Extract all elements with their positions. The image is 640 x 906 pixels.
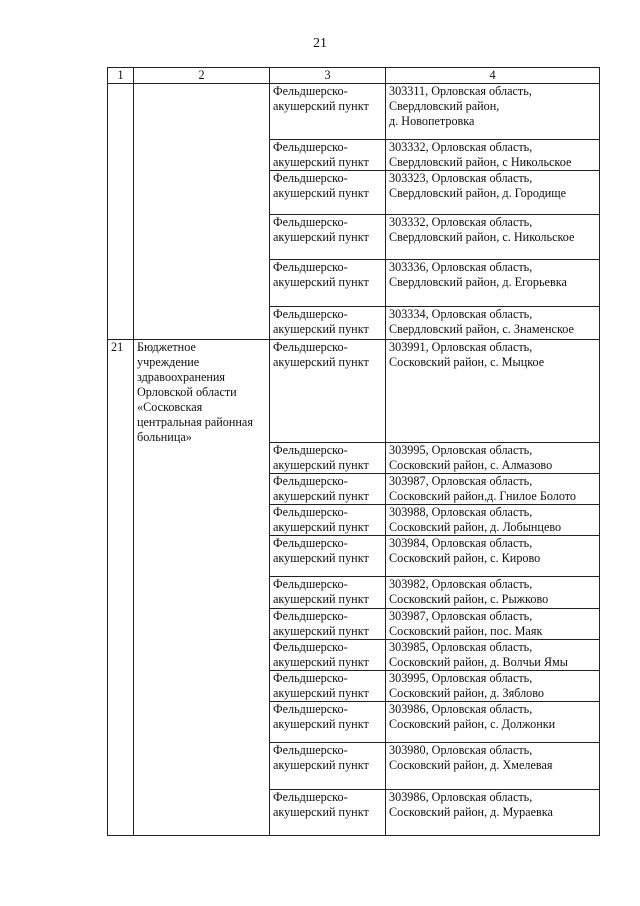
empty-organization-cell [134,84,270,340]
organization-name-line: здравоохранения [137,370,226,384]
facility-type-line: акушерский пункт [273,458,369,472]
facility-address-line: Сосковский район, д. Мураевка [389,805,553,819]
table-row [108,84,600,140]
facility-type-line: Фельдшерско- [273,140,348,154]
facility-type-line: акушерский пункт [273,655,369,669]
organization-name-line: «Сосковская [137,400,203,414]
facility-type-line: акушерский пункт [273,758,369,772]
facility-address-cell [386,790,600,836]
facility-address-cell [386,215,600,260]
facility-type-line: Фельдшерско- [273,474,348,488]
facility-address-line: Сосковский район,д. Гнилое Болото [389,489,577,503]
facility-type-line: Фельдшерско- [273,640,348,654]
facility-type-line: акушерский пункт [273,551,369,565]
facility-address-line: д. Новопетровка [389,114,475,128]
facility-address-cell [386,171,600,215]
facility-type-line: акушерский пункт [273,230,369,244]
facility-address-line: Сосковский район, с. Рыжково [389,592,549,606]
facility-address-line: 303334, Орловская область, [389,307,533,321]
facility-address-cell [386,609,600,640]
facility-address-line: Сосковский район, с. Мыцкое [389,355,545,369]
facility-type-line: Фельдшерско- [273,307,348,321]
facility-address-line: Свердловский район, с. Знаменское [389,322,574,336]
organization-name-line: Бюджетное [137,340,196,354]
facility-address-line: Сосковский район, с. Должонки [389,717,556,731]
facility-type-line: Фельдшерско- [273,215,348,229]
facility-address-line: Свердловский район, с Никольское [389,155,572,169]
facility-address-cell [386,577,600,609]
facility-type-line: акушерский пункт [273,155,369,169]
facility-address-line: 303984, Орловская область, [389,536,533,550]
facility-address-cell [386,443,600,474]
facility-type-cell [270,790,386,836]
facility-type-line: Фельдшерско- [273,577,348,591]
facility-type-line: Фельдшерско- [273,671,348,685]
column-number-4: 4 [386,68,600,84]
facility-address-cell [386,260,600,307]
facility-type-cell [270,215,386,260]
facility-type-line: акушерский пункт [273,592,369,606]
facility-type-cell [270,536,386,577]
facility-type-cell [270,609,386,640]
facility-address-cell [386,505,600,536]
facility-address-line: 303985, Орловская область, [389,640,533,654]
facility-type-line: Фельдшерско- [273,743,348,757]
facility-type-line: акушерский пункт [273,520,369,534]
facility-type-cell [270,702,386,743]
facility-address-cell [386,743,600,790]
facility-type-line: Фельдшерско- [273,536,348,550]
facility-type-cell [270,307,386,340]
facility-type-line: Фельдшерско- [273,84,348,98]
facility-type-cell [270,340,386,443]
facility-address-line: 303986, Орловская область, [389,790,533,804]
empty-number-cell [108,84,134,340]
facility-address-line: Сосковский район, д. Волчьи Ямы [389,655,568,669]
facility-type-cell [270,260,386,307]
facility-type-cell [270,577,386,609]
facility-type-line: акушерский пункт [273,489,369,503]
facility-address-line: Свердловский район, д. Егорьевка [389,275,567,289]
facility-type-cell [270,671,386,702]
facility-address-line: Сосковский район, д. Зяблово [389,686,545,700]
facility-type-line: акушерский пункт [273,355,369,369]
facility-type-line: акушерский пункт [273,717,369,731]
facility-address-line: Сосковский район, с. Кирово [389,551,541,565]
facility-type-line: акушерский пункт [273,805,369,819]
facility-type-cell [270,443,386,474]
facility-type-line: акушерский пункт [273,186,369,200]
facility-type-cell [270,171,386,215]
facility-address-cell [386,536,600,577]
facility-address-cell [386,340,600,443]
facility-address-line: 303311, Орловская область, [389,84,532,98]
facility-address-line: 303332, Орловская область, [389,215,533,229]
facility-address-cell [386,474,600,505]
facility-type-line: Фельдшерско- [273,443,348,457]
facility-address-line: 303995, Орловская область, [389,443,533,457]
facility-type-line: акушерский пункт [273,624,369,638]
facility-type-cell [270,743,386,790]
facility-table [107,67,600,836]
facility-address-line: 303991, Орловская область, [389,340,533,354]
organization-name-line: больница» [137,430,192,444]
facility-address-line: 303980, Орловская область, [389,743,533,757]
organization-name-line: Орловской области [137,385,237,399]
facility-type-line: Фельдшерско- [273,609,348,623]
page-number: 21 [313,36,327,51]
organization-name-line: учреждение [137,355,200,369]
facility-address-line: Сосковский район, с. Алмазово [389,458,553,472]
facility-type-line: акушерский пункт [273,99,369,113]
facility-type-line: акушерский пункт [273,275,369,289]
facility-address-line: Свердловский район, с. Никольское [389,230,575,244]
column-number-2: 2 [134,68,270,84]
facility-type-line: Фельдшерско- [273,260,348,274]
facility-address-line: Свердловский район, д. Городище [389,186,567,200]
facility-address-cell [386,640,600,671]
facility-address-cell [386,671,600,702]
facility-address-line: 303982, Орловская область, [389,577,533,591]
facility-address-line: Сосковский район, пос. Маяк [389,624,543,638]
column-number-row [108,68,600,84]
facility-address-line: 303986, Орловская область, [389,702,533,716]
facility-type-line: Фельдшерско- [273,171,348,185]
facility-type-line: акушерский пункт [273,686,369,700]
facility-address-line: 303323, Орловская область, [389,171,533,185]
facility-address-line: 303987, Орловская область, [389,474,533,488]
facility-type-line: Фельдшерско- [273,505,348,519]
facility-address-cell [386,702,600,743]
facility-address-line: Свердловский район, [389,99,500,113]
facility-address-cell [386,84,600,140]
facility-type-line: Фельдшерско- [273,790,348,804]
column-number-1: 1 [108,68,134,84]
facility-type-cell [270,505,386,536]
table-row [108,340,600,443]
facility-address-line: 303336, Орловская область, [389,260,533,274]
facility-type-cell [270,84,386,140]
facility-type-line: Фельдшерско- [273,340,348,354]
organization-name-line: центральная районная [137,415,253,429]
facility-address-line: 303995, Орловская область, [389,671,533,685]
facility-address-line: Сосковский район, д. Хмелевая [389,758,553,772]
facility-address-line: 303987, Орловская область, [389,609,533,623]
facility-address-cell [386,140,600,171]
facility-address-cell [386,307,600,340]
facility-type-cell [270,640,386,671]
facility-address-line: 303988, Орловская область, [389,505,533,519]
facility-type-cell [270,140,386,171]
facility-type-line: Фельдшерско- [273,702,348,716]
facility-type-cell [270,474,386,505]
facility-address-line: 303332, Орловская область, [389,140,533,154]
organization-name-cell [134,340,270,836]
facility-address-line: Сосковский район, д. Лобынцево [389,520,562,534]
column-number-3: 3 [270,68,386,84]
row-number-cell: 21 [108,340,134,836]
facility-type-line: акушерский пункт [273,322,369,336]
